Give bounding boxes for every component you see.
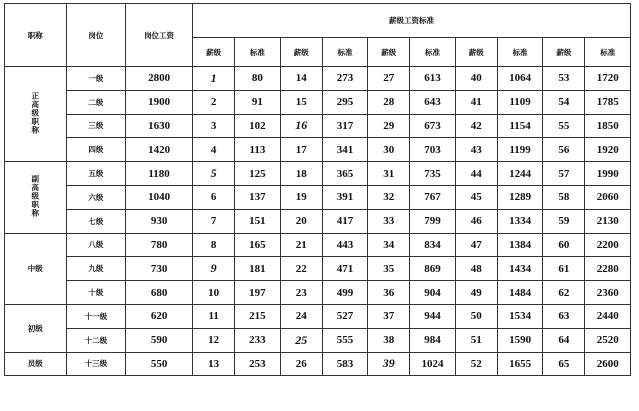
table-row <box>5 162 631 186</box>
pay-standard-cell: 1064 <box>497 67 542 91</box>
table-row <box>5 281 631 305</box>
pay-level-cell: 62 <box>543 281 585 305</box>
pay-level-cell: 19 <box>280 185 322 209</box>
post-cell: 二级 <box>66 90 125 114</box>
header-level-2: 薪级 <box>280 38 322 67</box>
pay-level-cell: 16 <box>280 114 322 138</box>
pay-level-cell: 50 <box>455 304 497 328</box>
header-pay-scale: 薪级工资标准 <box>193 4 631 38</box>
pay-standard-cell: 295 <box>322 90 367 114</box>
pay-level-cell: 47 <box>455 233 497 257</box>
pay-standard-cell: 1720 <box>585 67 631 91</box>
pay-level-cell: 33 <box>368 209 410 233</box>
pay-standard-cell: 1384 <box>497 233 542 257</box>
pay-standard-cell: 1244 <box>497 162 542 186</box>
pay-level-cell: 42 <box>455 114 497 138</box>
pay-level-cell: 2 <box>193 90 235 114</box>
post-wage-cell: 1180 <box>126 162 193 186</box>
pay-standard-cell: 1655 <box>497 352 542 376</box>
pay-level-cell: 24 <box>280 304 322 328</box>
post-wage-cell: 2800 <box>126 67 193 91</box>
pay-standard-cell: 1199 <box>497 138 542 162</box>
pay-standard-cell: 137 <box>235 185 280 209</box>
pay-level-cell: 36 <box>368 281 410 305</box>
pay-standard-cell: 341 <box>322 138 367 162</box>
post-wage-cell: 550 <box>126 352 193 376</box>
pay-level-cell: 59 <box>543 209 585 233</box>
pay-level-cell: 53 <box>543 67 585 91</box>
title-group-cell: 初级 <box>5 304 67 352</box>
pay-level-cell: 48 <box>455 257 497 281</box>
pay-level-cell: 9 <box>193 257 235 281</box>
title-group-label: 副高级职称 <box>30 175 40 218</box>
table-row <box>5 233 631 257</box>
title-group-cell: 中级 <box>5 233 67 304</box>
table-row <box>5 114 631 138</box>
pay-standard-cell: 767 <box>410 185 455 209</box>
pay-level-cell: 60 <box>543 233 585 257</box>
header-row-top <box>5 4 631 38</box>
pay-standard-cell: 869 <box>410 257 455 281</box>
pay-level-cell: 5 <box>193 162 235 186</box>
pay-standard-cell: 365 <box>322 162 367 186</box>
pay-standard-cell: 703 <box>410 138 455 162</box>
title-group-cell <box>5 67 67 162</box>
pay-standard-cell: 527 <box>322 304 367 328</box>
pay-standard-cell: 499 <box>322 281 367 305</box>
pay-level-cell: 8 <box>193 233 235 257</box>
header-standard-3: 标准 <box>410 38 455 67</box>
pay-level-cell: 11 <box>193 304 235 328</box>
pay-level-cell: 31 <box>368 162 410 186</box>
post-wage-cell: 1040 <box>126 185 193 209</box>
pay-level-cell: 30 <box>368 138 410 162</box>
pay-level-cell: 29 <box>368 114 410 138</box>
pay-standard-cell: 417 <box>322 209 367 233</box>
pay-level-cell: 65 <box>543 352 585 376</box>
pay-standard-cell: 1024 <box>410 352 455 376</box>
pay-standard-cell: 2060 <box>585 185 631 209</box>
pay-level-cell: 61 <box>543 257 585 281</box>
header-standard-5: 标准 <box>585 38 631 67</box>
pay-level-cell: 14 <box>280 67 322 91</box>
pay-level-cell: 51 <box>455 328 497 352</box>
post-wage-cell: 1630 <box>126 114 193 138</box>
pay-standard-cell: 2280 <box>585 257 631 281</box>
pay-level-cell: 44 <box>455 162 497 186</box>
header-standard-1: 标准 <box>235 38 280 67</box>
header-title-col: 职称 <box>5 4 67 67</box>
pay-standard-cell: 735 <box>410 162 455 186</box>
pay-standard-cell: 1920 <box>585 138 631 162</box>
pay-level-cell: 10 <box>193 281 235 305</box>
title-group-label: 正高级职称 <box>30 91 40 135</box>
pay-level-cell: 4 <box>193 138 235 162</box>
pay-standard-cell: 80 <box>235 67 280 91</box>
table-row <box>5 328 631 352</box>
title-group-cell: 员级 <box>5 352 67 376</box>
pay-level-cell: 18 <box>280 162 322 186</box>
pay-level-cell: 43 <box>455 138 497 162</box>
table-row <box>5 257 631 281</box>
pay-standard-cell: 102 <box>235 114 280 138</box>
pay-standard-cell: 643 <box>410 90 455 114</box>
post-cell: 四级 <box>66 138 125 162</box>
pay-standard-cell: 1590 <box>497 328 542 352</box>
pay-standard-cell: 1289 <box>497 185 542 209</box>
header-post-wage-col: 岗位工资 <box>126 4 193 67</box>
post-cell: 十三级 <box>66 352 125 376</box>
pay-level-cell: 37 <box>368 304 410 328</box>
pay-standard-cell: 1990 <box>585 162 631 186</box>
post-cell: 十二级 <box>66 328 125 352</box>
pay-level-cell: 55 <box>543 114 585 138</box>
pay-standard-cell: 215 <box>235 304 280 328</box>
pay-standard-cell: 273 <box>322 67 367 91</box>
table-row <box>5 209 631 233</box>
pay-level-cell: 34 <box>368 233 410 257</box>
pay-standard-cell: 904 <box>410 281 455 305</box>
pay-standard-cell: 834 <box>410 233 455 257</box>
table-row <box>5 90 631 114</box>
pay-standard-cell: 1484 <box>497 281 542 305</box>
pay-level-cell: 56 <box>543 138 585 162</box>
pay-standard-cell: 1785 <box>585 90 631 114</box>
pay-standard-cell: 1850 <box>585 114 631 138</box>
pay-standard-cell: 113 <box>235 138 280 162</box>
post-wage-cell: 930 <box>126 209 193 233</box>
post-cell: 一级 <box>66 67 125 91</box>
pay-standard-cell: 181 <box>235 257 280 281</box>
pay-level-cell: 26 <box>280 352 322 376</box>
pay-standard-cell: 253 <box>235 352 280 376</box>
pay-standard-cell: 2600 <box>585 352 631 376</box>
pay-level-cell: 41 <box>455 90 497 114</box>
header-level-3: 薪级 <box>368 38 410 67</box>
post-wage-cell: 1900 <box>126 90 193 114</box>
table-row <box>5 185 631 209</box>
pay-level-cell: 20 <box>280 209 322 233</box>
pay-level-cell: 25 <box>280 328 322 352</box>
pay-level-cell: 45 <box>455 185 497 209</box>
pay-level-cell: 22 <box>280 257 322 281</box>
post-cell: 十级 <box>66 281 125 305</box>
pay-standard-cell: 91 <box>235 90 280 114</box>
pay-standard-cell: 2360 <box>585 281 631 305</box>
pay-level-cell: 52 <box>455 352 497 376</box>
pay-level-cell: 46 <box>455 209 497 233</box>
pay-level-cell: 54 <box>543 90 585 114</box>
post-wage-cell: 730 <box>126 257 193 281</box>
pay-level-cell: 21 <box>280 233 322 257</box>
header-level-1: 薪级 <box>193 38 235 67</box>
pay-level-cell: 12 <box>193 328 235 352</box>
pay-level-cell: 1 <box>193 67 235 91</box>
pay-standard-cell: 471 <box>322 257 367 281</box>
pay-level-cell: 3 <box>193 114 235 138</box>
pay-level-cell: 32 <box>368 185 410 209</box>
post-cell: 八级 <box>66 233 125 257</box>
header-post-col: 岗位 <box>66 4 125 67</box>
pay-level-cell: 6 <box>193 185 235 209</box>
post-wage-cell: 1420 <box>126 138 193 162</box>
pay-level-cell: 7 <box>193 209 235 233</box>
post-wage-cell: 680 <box>126 281 193 305</box>
pay-standard-cell: 799 <box>410 209 455 233</box>
post-wage-cell: 590 <box>126 328 193 352</box>
pay-level-cell: 35 <box>368 257 410 281</box>
pay-level-cell: 63 <box>543 304 585 328</box>
post-cell: 七级 <box>66 209 125 233</box>
pay-standard-cell: 1434 <box>497 257 542 281</box>
pay-level-cell: 39 <box>368 352 410 376</box>
pay-level-cell: 64 <box>543 328 585 352</box>
pay-standard-cell: 1109 <box>497 90 542 114</box>
pay-level-cell: 58 <box>543 185 585 209</box>
pay-level-cell: 15 <box>280 90 322 114</box>
pay-standard-cell: 2520 <box>585 328 631 352</box>
pay-standard-cell: 944 <box>410 304 455 328</box>
table-row <box>5 138 631 162</box>
pay-standard-cell: 613 <box>410 67 455 91</box>
post-cell: 五级 <box>66 162 125 186</box>
table-row <box>5 304 631 328</box>
pay-standard-cell: 151 <box>235 209 280 233</box>
header-standard-2: 标准 <box>322 38 367 67</box>
pay-standard-cell: 984 <box>410 328 455 352</box>
pay-standard-cell: 165 <box>235 233 280 257</box>
pay-standard-cell: 233 <box>235 328 280 352</box>
pay-standard-cell: 391 <box>322 185 367 209</box>
pay-standard-cell: 1154 <box>497 114 542 138</box>
post-cell: 三级 <box>66 114 125 138</box>
pay-standard-cell: 2130 <box>585 209 631 233</box>
pay-standard-cell: 317 <box>322 114 367 138</box>
pay-standard-cell: 555 <box>322 328 367 352</box>
pay-level-cell: 38 <box>368 328 410 352</box>
post-wage-cell: 620 <box>126 304 193 328</box>
pay-level-cell: 13 <box>193 352 235 376</box>
title-group-cell <box>5 162 67 233</box>
pay-standard-cell: 673 <box>410 114 455 138</box>
header-level-4: 薪级 <box>455 38 497 67</box>
pay-standard-cell: 1534 <box>497 304 542 328</box>
header-level-5: 薪级 <box>543 38 585 67</box>
pay-level-cell: 17 <box>280 138 322 162</box>
pay-level-cell: 40 <box>455 67 497 91</box>
pay-standard-cell: 443 <box>322 233 367 257</box>
pay-standard-cell: 583 <box>322 352 367 376</box>
pay-level-cell: 23 <box>280 281 322 305</box>
salary-table <box>4 3 631 376</box>
pay-level-cell: 28 <box>368 90 410 114</box>
pay-scale-document <box>4 3 631 376</box>
table-row <box>5 67 631 91</box>
table-row <box>5 352 631 376</box>
pay-level-cell: 27 <box>368 67 410 91</box>
post-cell: 九级 <box>66 257 125 281</box>
post-cell: 十一级 <box>66 304 125 328</box>
pay-standard-cell: 1334 <box>497 209 542 233</box>
header-standard-4: 标准 <box>497 38 542 67</box>
pay-level-cell: 49 <box>455 281 497 305</box>
pay-standard-cell: 197 <box>235 281 280 305</box>
pay-standard-cell: 2200 <box>585 233 631 257</box>
post-wage-cell: 780 <box>126 233 193 257</box>
pay-standard-cell: 2440 <box>585 304 631 328</box>
pay-level-cell: 57 <box>543 162 585 186</box>
post-cell: 六级 <box>66 185 125 209</box>
pay-standard-cell: 125 <box>235 162 280 186</box>
